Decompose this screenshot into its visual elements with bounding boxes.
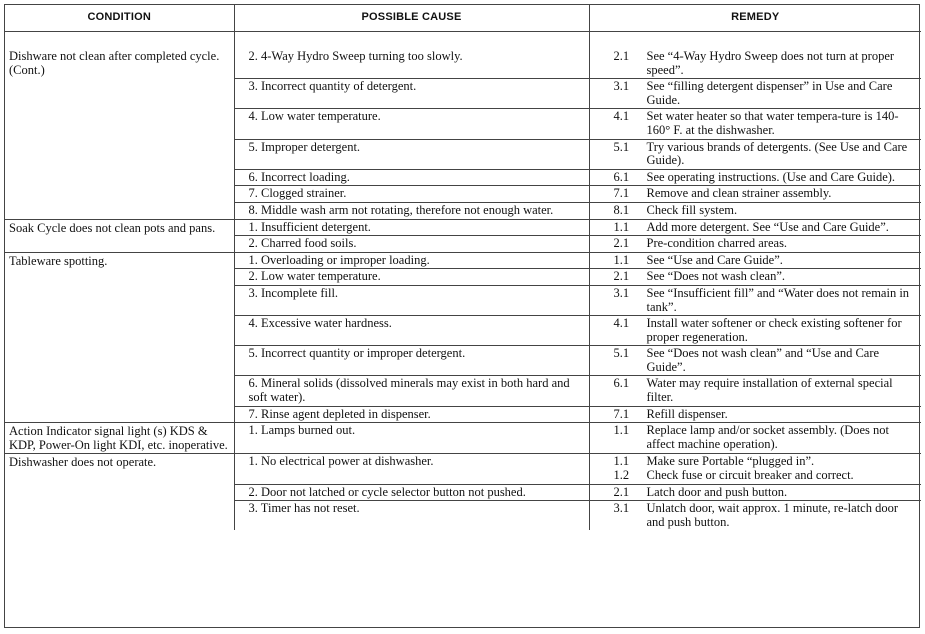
cause-cell: 4. Excessive water hardness. bbox=[234, 316, 589, 346]
remedy-line bbox=[614, 80, 918, 107]
remedy-line bbox=[614, 502, 918, 529]
remedy-text: Water may require installation of external special filter. bbox=[646, 376, 893, 405]
cause-cell: 3. Incorrect quantity of detergent. bbox=[234, 79, 589, 109]
remedy-cell bbox=[589, 406, 921, 423]
condition-cell: Tableware spotting. bbox=[5, 252, 234, 423]
remedy-text: Install water softener or check existing softener for proper regeneration. bbox=[646, 316, 902, 344]
remedy-text: Refill dispenser. bbox=[646, 406, 728, 421]
remedy-line bbox=[614, 204, 918, 218]
remedy-line bbox=[614, 110, 918, 137]
remedy-text: Pre-condition charred areas. bbox=[646, 236, 788, 251]
remedy-number: 8.1 bbox=[613, 202, 630, 217]
remedy-text: See operating instructions. (Use and Care Guide). bbox=[646, 169, 896, 184]
condition-header: CONDITION bbox=[5, 5, 234, 32]
remedy-number: 5.1 bbox=[613, 139, 630, 154]
cause-cell: 6. Incorrect loading. bbox=[234, 169, 589, 186]
remedy-number: 3.1 bbox=[613, 79, 630, 94]
remedy-number: 1.1 bbox=[613, 454, 630, 469]
remedy-cell bbox=[589, 285, 921, 315]
remedy-text: Remove and clean strainer assembly. bbox=[646, 186, 832, 201]
remedy-text: Try various brands of detergents. (See Use and Care Guide). bbox=[646, 139, 908, 168]
remedy-text: Add more detergent. See “Use and Care Guide”. bbox=[646, 219, 889, 234]
cause-cell: 2. 4-Way Hydro Sweep turning too slowly. bbox=[234, 32, 589, 79]
troubleshooting-table bbox=[5, 5, 921, 530]
remedy-line bbox=[614, 187, 918, 201]
remedy-cell bbox=[589, 109, 921, 139]
remedy-number: 1.2 bbox=[613, 468, 630, 483]
remedy-cell bbox=[589, 79, 921, 109]
cause-cell: 3. Incomplete fill. bbox=[234, 285, 589, 315]
remedy-cell bbox=[589, 269, 921, 286]
remedy-line bbox=[614, 347, 918, 374]
remedy-number: 1.1 bbox=[613, 252, 630, 267]
remedy-cell bbox=[589, 236, 921, 253]
cause-cell: 2. Charred food soils. bbox=[234, 236, 589, 253]
remedy-text: See “filling detergent dispenser” in Use and Care Guide. bbox=[646, 79, 893, 107]
remedy-text: Check fill system. bbox=[646, 202, 738, 217]
remedy-number: 7.1 bbox=[613, 186, 630, 201]
remedy-cell bbox=[589, 139, 921, 169]
cause-cell: 5. Incorrect quantity or improper detergent. bbox=[234, 346, 589, 376]
remedy-text: Make sure Portable “plugged in”. bbox=[646, 454, 815, 469]
remedy-line bbox=[614, 221, 918, 235]
remedy-cell bbox=[589, 501, 921, 531]
remedy-number: 2.1 bbox=[613, 49, 630, 63]
cause-cell: 1. Overloading or improper loading. bbox=[234, 252, 589, 269]
table-row bbox=[5, 219, 921, 236]
condition-cell: Soak Cycle does not clean pots and pans. bbox=[5, 219, 234, 252]
remedy-number: 1.1 bbox=[613, 219, 630, 234]
remedy-line bbox=[614, 486, 918, 500]
remedy-cell bbox=[589, 423, 921, 454]
cause-cell: 4. Low water temperature. bbox=[234, 109, 589, 139]
remedy-cell bbox=[589, 186, 921, 203]
remedy-cell bbox=[589, 346, 921, 376]
remedy-text: See “Use and Care Guide”. bbox=[646, 252, 783, 267]
cause-cell: 1. Lamps burned out. bbox=[234, 423, 589, 454]
remedy-header: REMEDY bbox=[589, 5, 921, 32]
remedy-text: Latch door and push button. bbox=[646, 484, 788, 499]
remedy-line bbox=[614, 287, 918, 314]
remedy-cell bbox=[589, 454, 921, 484]
cause-cell: 6. Mineral solids (dissolved minerals may exist in both hard and soft water). bbox=[234, 376, 589, 406]
cause-cell: 1. No electrical power at dishwasher. bbox=[234, 454, 589, 484]
cause-cell: 1. Insufficient detergent. bbox=[234, 219, 589, 236]
remedy-cell bbox=[589, 316, 921, 346]
remedy-text: Set water heater so that water tempera-ture is 140-160° F. at the dishwasher. bbox=[646, 109, 899, 137]
possible-cause-header: POSSIBLE CAUSE bbox=[234, 5, 589, 32]
cause-cell: 5. Improper detergent. bbox=[234, 139, 589, 169]
remedy-text: Unlatch door, wait approx. 1 minute, re-latch door and push button. bbox=[646, 501, 899, 529]
condition-cell: Dishware not clean after completed cycle. (Cont.) bbox=[5, 32, 234, 220]
remedy-number: 2.1 bbox=[613, 484, 630, 499]
remedy-cell bbox=[589, 169, 921, 186]
remedy-cell bbox=[589, 32, 921, 79]
remedy-cell bbox=[589, 252, 921, 269]
remedy-text: Replace lamp and/or socket assembly. (Does not affect machine operation). bbox=[646, 423, 890, 451]
remedy-number: 6.1 bbox=[613, 376, 630, 391]
remedy-line bbox=[614, 254, 918, 268]
remedy-number: 4.1 bbox=[613, 109, 630, 124]
cause-cell: 3. Timer has not reset. bbox=[234, 501, 589, 531]
remedy-number: 3.1 bbox=[613, 501, 630, 516]
table-row bbox=[5, 423, 921, 454]
cause-cell: 7. Rinse agent depleted in dispenser. bbox=[234, 406, 589, 423]
remedy-line bbox=[614, 424, 918, 451]
condition-cell: Action Indicator signal light (s) KDS & KDP, Power-On light KDI, etc. inoperative. bbox=[5, 423, 234, 454]
condition-cell: Dishwasher does not operate. bbox=[5, 454, 234, 530]
cause-cell: 2. Low water temperature. bbox=[234, 269, 589, 286]
cause-cell: 2. Door not latched or cycle selector button not pushed. bbox=[234, 484, 589, 501]
table-row bbox=[5, 454, 921, 484]
cause-cell: 7. Clogged strainer. bbox=[234, 186, 589, 203]
remedy-line bbox=[614, 455, 918, 469]
remedy-cell bbox=[589, 484, 921, 501]
cause-cell: 8. Middle wash arm not rotating, therefore not enough water. bbox=[234, 202, 589, 219]
remedy-number: 2.1 bbox=[613, 236, 630, 251]
table-row bbox=[5, 32, 921, 79]
remedy-number: 6.1 bbox=[613, 169, 630, 184]
remedy-line bbox=[614, 50, 918, 77]
remedy-text: See “Does not wash clean”. bbox=[646, 269, 785, 284]
table-body bbox=[5, 32, 921, 531]
remedy-line bbox=[614, 171, 918, 185]
remedy-cell bbox=[589, 202, 921, 219]
remedy-text: See “4-Way Hydro Sweep does not turn at proper speed”. bbox=[646, 49, 895, 77]
remedy-line bbox=[614, 141, 918, 168]
remedy-text: Check fuse or circuit breaker and correct. bbox=[646, 468, 854, 483]
remedy-line bbox=[614, 469, 918, 483]
troubleshooting-document bbox=[4, 4, 920, 628]
remedy-line bbox=[614, 237, 918, 251]
remedy-line bbox=[614, 408, 918, 422]
remedy-text: See “Does not wash clean” and “Use and Care Guide”. bbox=[646, 346, 880, 374]
remedy-number: 3.1 bbox=[613, 285, 630, 300]
remedy-text: See “Insufficient fill” and “Water does not remain in tank”. bbox=[646, 285, 910, 314]
table-row bbox=[5, 252, 921, 269]
header-row bbox=[5, 5, 921, 32]
remedy-number: 2.1 bbox=[613, 269, 630, 284]
remedy-line bbox=[614, 270, 918, 284]
remedy-number: 4.1 bbox=[613, 316, 630, 331]
remedy-cell bbox=[589, 219, 921, 236]
remedy-line bbox=[614, 317, 918, 344]
remedy-number: 5.1 bbox=[613, 346, 630, 361]
remedy-number: 7.1 bbox=[613, 406, 630, 421]
remedy-line bbox=[614, 377, 918, 404]
remedy-number: 1.1 bbox=[613, 423, 630, 438]
remedy-cell bbox=[589, 376, 921, 406]
